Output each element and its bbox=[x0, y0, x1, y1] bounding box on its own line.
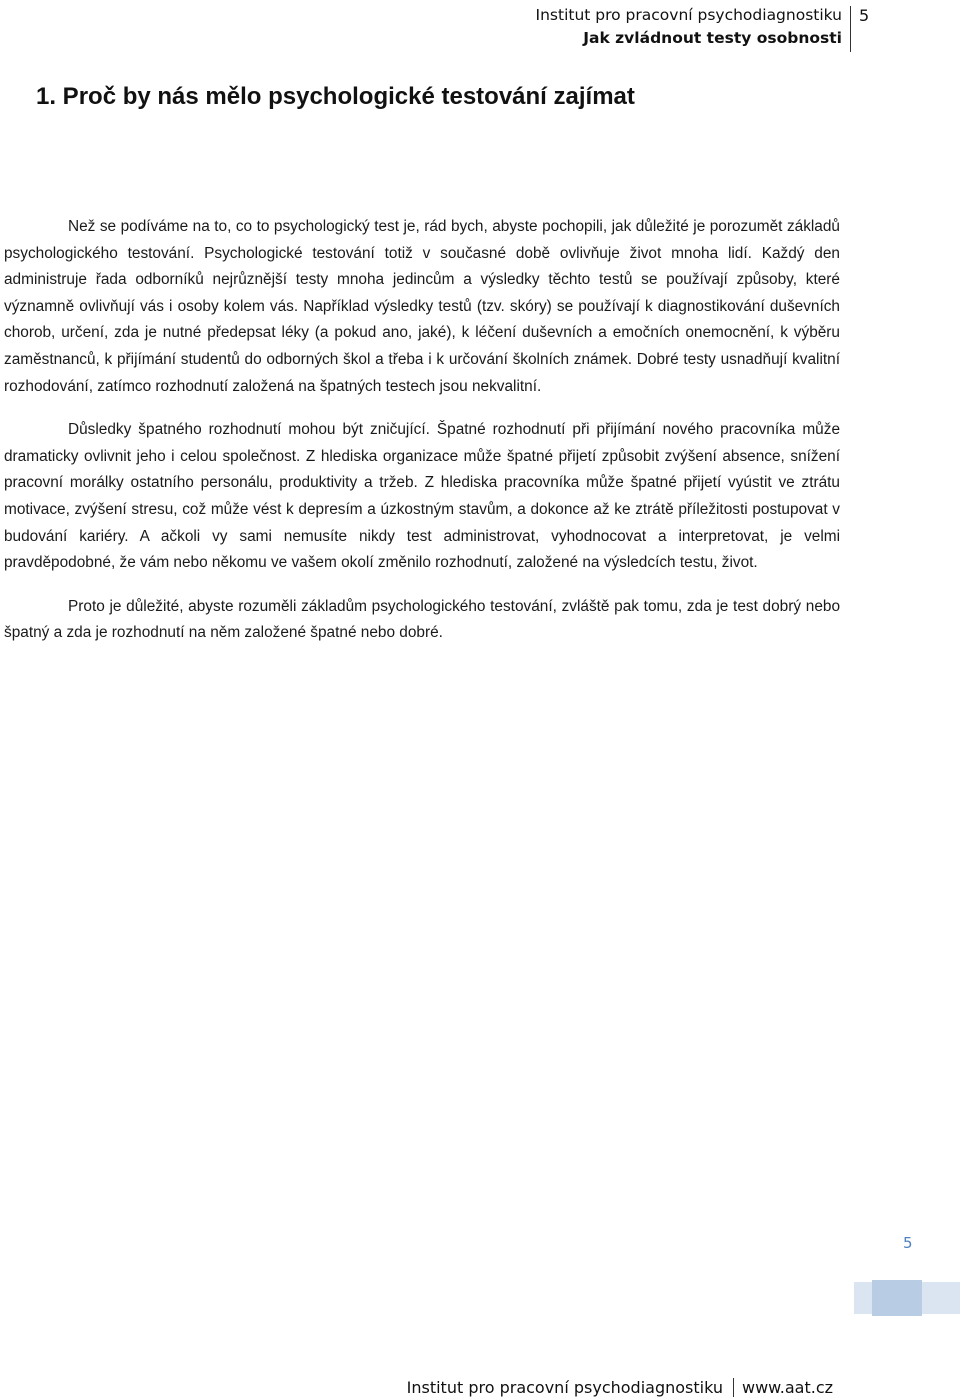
decoration-block-right bbox=[922, 1282, 960, 1314]
page-header bbox=[0, 4, 960, 52]
footer-page-number: 5 bbox=[903, 1234, 913, 1252]
paragraph: Proto je důležité, abyste rozuměli základům psychologického testování, zvláště pak tomu, zda je test dobrý nebo špatný a zda je rozhodnutí na něm založené špatné nebo dobré. bbox=[4, 597, 840, 642]
footer-institution: Institut pro pracovní psychodiagnostiku bbox=[406, 1378, 723, 1397]
header-institution: Institut pro pracovní psychodiagnostiku bbox=[535, 6, 842, 24]
header-page-number: 5 bbox=[859, 6, 870, 25]
header-document-title: Jak zvládnout testy osobnosti bbox=[583, 29, 842, 47]
footer-website-link[interactable]: www.aat.cz bbox=[742, 1378, 834, 1397]
paragraph: Než se podíváme na to, co to psychologický test je, rád bych, abyste pochopili, jak důležité je porozumět základů psychologického testování. Psychologické testování totiž v současné době ovlivňuje život mnoha lidí. Každý den administruje řada odborníků nejrůznější testy mnoha jedincům a výsledky těchto testů se používají způsoby, které významně ovlivňují vás i osoby kolem vás. Například výsledky testů (tzv. skóry) se používají k diagnostikování duševních chorob, určení, zda je nutné předepsat léky (a pokud ano, jaké), k léčení duševních a emočních onemocnění, k výběru zaměstnanců, k přijímání studentů do odborných škol a třeba i k určování školních známek. Dobré testy usnadňují kvalitní rozhodování, zatímco rozhodnutí založená na špatných testech jsou nekvalitní. bbox=[4, 218, 840, 395]
paragraph: Důsledky špatného rozhodnutí mohou být zničující. Špatné rozhodnutí při přijímání nového pracovníka může dramaticky ovlivnit jeho i celou společnost. Z hlediska organizace může špatné přijetí způsobit zvýšení absence, snížení pracovní morálky ostatního personálu, produktivity a tržeb. Z hlediska pracovníka může špatné přijetí vyústit ve ztrátu motivace, zvýšení stresu, což může vést k depresím a úzkostným stavům, a dokonce až ke ztrátě příležitosti postupovat v budování kariéry. A ačkoli vy sami nemusíte nikdy test administrovat, vyhodnocovat a interpretovat, je velmi pravděpodobné, že vám nebo někomu ve vašem okolí změnilo rozhodnutí, založené na výsledcích testu, život. bbox=[4, 421, 840, 572]
footer-divider bbox=[733, 1378, 734, 1397]
decoration-block-center bbox=[872, 1280, 922, 1316]
header-text bbox=[536, 4, 842, 50]
decoration-block-left bbox=[854, 1282, 872, 1314]
section-heading: 1. Proč by nás mělo psychologické testování zajímat bbox=[36, 83, 635, 110]
header-divider bbox=[850, 6, 851, 52]
footer-decoration bbox=[854, 1280, 960, 1316]
page-footer bbox=[0, 1376, 960, 1399]
body-text bbox=[4, 214, 840, 664]
